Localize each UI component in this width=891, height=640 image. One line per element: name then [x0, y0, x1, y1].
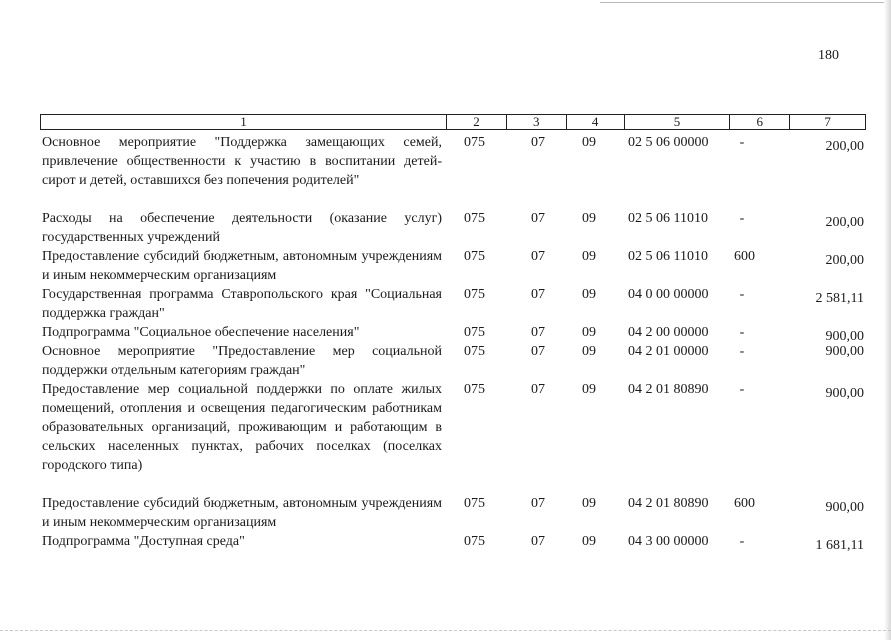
scan-edge-shadow — [884, 0, 891, 640]
row-section: 07 — [531, 325, 545, 340]
row-expense-type: - — [739, 382, 745, 397]
header-col-6: 6 — [730, 115, 790, 129]
row-section: 07 — [531, 534, 545, 549]
row-ministry-code: 075 — [464, 135, 485, 150]
header-col-3: 3 — [507, 115, 567, 129]
header-col-4: 4 — [567, 115, 625, 129]
row-subsection: 09 — [582, 382, 596, 397]
row-target-article: 04 2 01 80890 — [628, 382, 709, 397]
row-ministry-code: 075 — [464, 496, 485, 511]
row-subsection: 09 — [582, 496, 596, 511]
row-amount: 900,00 — [825, 329, 864, 344]
row-subsection: 09 — [582, 211, 596, 226]
row-expense-type: - — [739, 287, 745, 302]
row-expense-type: - — [739, 534, 745, 549]
row-amount: 200,00 — [825, 215, 864, 230]
row-subsection: 09 — [582, 325, 596, 340]
scan-edge-top — [600, 2, 891, 3]
row-section: 07 — [531, 344, 545, 359]
row-target-article: 02 5 06 00000 — [628, 135, 709, 150]
row-name: Основное мероприятие "Предоставление мер социальной поддержки отдельным категориям граждан" — [42, 344, 442, 378]
row-section: 07 — [531, 135, 545, 150]
table-header — [40, 114, 866, 130]
row-ministry-code: 075 — [464, 249, 485, 264]
row-target-article: 04 0 00 00000 — [628, 287, 709, 302]
row-subsection: 09 — [582, 135, 596, 150]
row-section: 07 — [531, 249, 545, 264]
row-ministry-code: 075 — [464, 287, 485, 302]
row-ministry-code: 075 — [464, 325, 485, 340]
row-amount: 2 581,11 — [815, 291, 864, 306]
row-subsection: 09 — [582, 287, 596, 302]
row-name: Государственная программа Ставропольского края "Социальная поддержка граждан" — [42, 287, 442, 321]
header-col-5: 5 — [625, 115, 731, 129]
row-target-article: 04 2 01 00000 — [628, 344, 709, 359]
row-section: 07 — [531, 496, 545, 511]
row-amount: 900,00 — [825, 344, 864, 359]
row-expense-type: - — [739, 211, 745, 226]
row-amount: 200,00 — [825, 253, 864, 268]
page-number: 180 — [818, 48, 839, 63]
row-ministry-code: 075 — [464, 382, 485, 397]
row-name: Расходы на обеспечение деятельности (оказание услуг) государственных учреждений — [42, 211, 442, 245]
scan-edge-bottom — [0, 630, 891, 631]
row-expense-type: - — [739, 344, 745, 359]
row-name: Предоставление субсидий бюджетным, автономным учреждениям и иным некоммерческим организациям — [42, 249, 442, 283]
row-amount: 200,00 — [825, 139, 864, 154]
row-name: Предоставление мер социальной поддержки по оплате жилых помещений, отопления и освещения педагогическим работникам образовательных организаций, проживающим и работающим в сельских населенных пунктах, рабочих поселках (поселках городского типа) — [42, 382, 442, 473]
row-expense-type: 600 — [734, 249, 755, 264]
row-section: 07 — [531, 382, 545, 397]
header-col-7: 7 — [824, 114, 831, 129]
row-ministry-code: 075 — [464, 344, 485, 359]
row-name: Предоставление субсидий бюджетным, автономным учреждениям и иным некоммерческим организациям — [42, 496, 442, 530]
row-subsection: 09 — [582, 344, 596, 359]
row-name: Подпрограмма "Социальное обеспечение населения" — [42, 325, 360, 340]
header-col-1: 1 — [41, 115, 447, 129]
row-amount: 900,00 — [825, 500, 864, 515]
row-expense-type: 600 — [734, 496, 755, 511]
row-target-article: 02 5 06 11010 — [628, 211, 708, 226]
row-expense-type: - — [739, 325, 745, 340]
row-subsection: 09 — [582, 534, 596, 549]
header-col-2: 2 — [447, 115, 507, 129]
row-target-article: 04 2 00 00000 — [628, 325, 709, 340]
row-target-article: 04 3 00 00000 — [628, 534, 709, 549]
row-ministry-code: 075 — [464, 534, 485, 549]
row-target-article: 02 5 06 11010 — [628, 249, 708, 264]
row-expense-type: - — [739, 135, 745, 150]
row-ministry-code: 075 — [464, 211, 485, 226]
row-section: 07 — [531, 287, 545, 302]
row-name: Основное мероприятие "Поддержка замещающих семей, привлечение общественности к участию в воспитании детей-сирот и детей, оставшихся без попечения родителей" — [42, 135, 442, 188]
row-name: Подпрограмма "Доступная среда" — [42, 534, 245, 549]
row-subsection: 09 — [582, 249, 596, 264]
row-section: 07 — [531, 211, 545, 226]
row-amount: 1 681,11 — [815, 538, 864, 553]
row-target-article: 04 2 01 80890 — [628, 496, 709, 511]
row-amount: 900,00 — [825, 386, 864, 401]
